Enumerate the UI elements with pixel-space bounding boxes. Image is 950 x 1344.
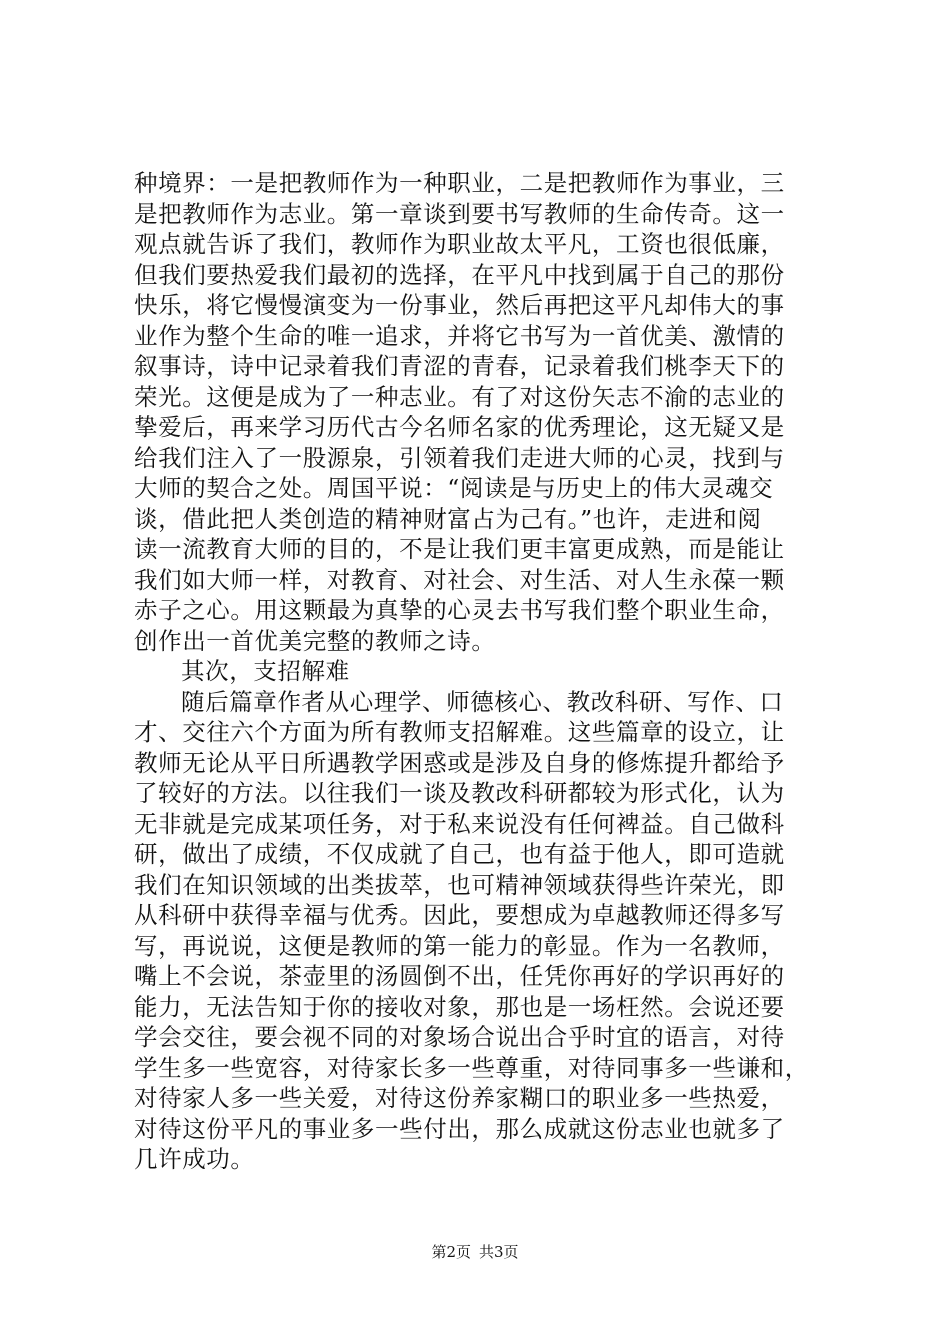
text-line: 写，再说说，这便是教师的第一能力的彰显。作为一名教师， [134, 931, 785, 960]
text-line: 能力，无法告知于你的接收对象，那也是一场枉然。会说还要 [134, 992, 785, 1021]
text-line: 读一流教育大师的目的，不是让我们更丰富更成熟，而是能让 [134, 535, 785, 563]
text-line: 对待这份平凡的事业多一些付出，那么成就这份志业也就多了 [134, 1114, 785, 1143]
text-line: 观点就告诉了我们，教师作为职业故太平凡，工资也很低廉， [134, 230, 785, 258]
text-line: 我们如大师一样，对教育、对社会、对生活、对人生永葆一颗 [134, 565, 785, 594]
text-line: 是把教师作为志业。第一章谈到要书写教师的生命传奇。这一 [134, 199, 785, 228]
text-line: 但我们要热爱我们最初的选择，在平凡中找到属于自己的那份 [134, 260, 785, 289]
text-line: 嘴上不会说，茶壶里的汤圆倒不出，任凭你再好的学识再好的 [134, 962, 785, 990]
text-line: 教师无论从平日所遇教学困惑或是涉及自身的修炼提升都给予 [134, 748, 785, 777]
text-line: 谈，借此把人类创造的精神财富占为己有。”也许，走进和阅 [134, 504, 762, 533]
text-line: 了较好的方法。以往我们一谈及教改科研都较为形式化，认为 [134, 779, 785, 807]
text-line: 快乐，将它慢慢演变为一份事业，然后再把这平凡却伟大的事 [134, 291, 785, 319]
text-line: 种境界：一是把教师作为一种职业，二是把教师作为事业，三 [134, 169, 785, 197]
text-line: 叙事诗，诗中记录着我们青涩的青春，记录着我们桃李天下的 [134, 352, 785, 380]
text-line: 给我们注入了一股源泉，引领着我们走进大师的心灵，找到与 [134, 443, 785, 472]
text-line: 学会交往，要会视不同的对象场合说出合乎时宜的语言，对待 [134, 1023, 785, 1051]
text-line: 业作为整个生命的唯一追求，并将它书写为一首优美、激情的 [134, 321, 785, 350]
text-line: 研，做出了成绩，不仅成就了自己，也有益于他人，即可造就 [134, 840, 785, 868]
text-line: 随后篇章作者从心理学、师德核心、教改科研、写作、口 [181, 687, 784, 716]
text-line: 几许成功。 [134, 1145, 255, 1173]
text-line: 无非就是完成某项任务，对于私来说没有任何裨益。自己做科 [134, 809, 785, 838]
text-line: 对待家人多一些关爱，对待这份养家糊口的职业多一些热爱， [134, 1084, 785, 1112]
page-footer [0, 1241, 950, 1262]
text-line: 才、交往六个方面为所有教师支招解难。这些篇章的设立，让 [134, 718, 785, 746]
text-line: 创作出一首优美完整的教师之诗。 [134, 626, 496, 655]
text-line: 赤子之心。用这颗最为真挚的心灵去书写我们整个职业生命， [134, 596, 785, 624]
page-number: 第2页 [431, 1243, 471, 1261]
body-text [134, 168, 834, 1175]
text-line: 从科研中获得幸福与优秀。因此，要想成为卓越教师还得多写 [134, 901, 785, 929]
text-line: 学生多一些宽容，对待家长多一些尊重，对待同事多一些谦和， [134, 1053, 809, 1082]
text-line: 荣光。这便是成为了一种志业。有了对这份矢志不渝的志业的 [134, 382, 785, 411]
text-line: 我们在知识领域的出类拔萃，也可精神领域获得些许荣光，即 [134, 870, 785, 899]
page-total: 共3页 [479, 1243, 519, 1261]
text-line: 其次，支招解难 [181, 657, 350, 685]
text-line: 大师的契合之处。周国平说：“阅读是与历史上的伟大灵魂交 [134, 474, 774, 502]
text-line: 挚爱后，再来学习历代古今名师名家的优秀理论，这无疑又是 [134, 413, 785, 441]
